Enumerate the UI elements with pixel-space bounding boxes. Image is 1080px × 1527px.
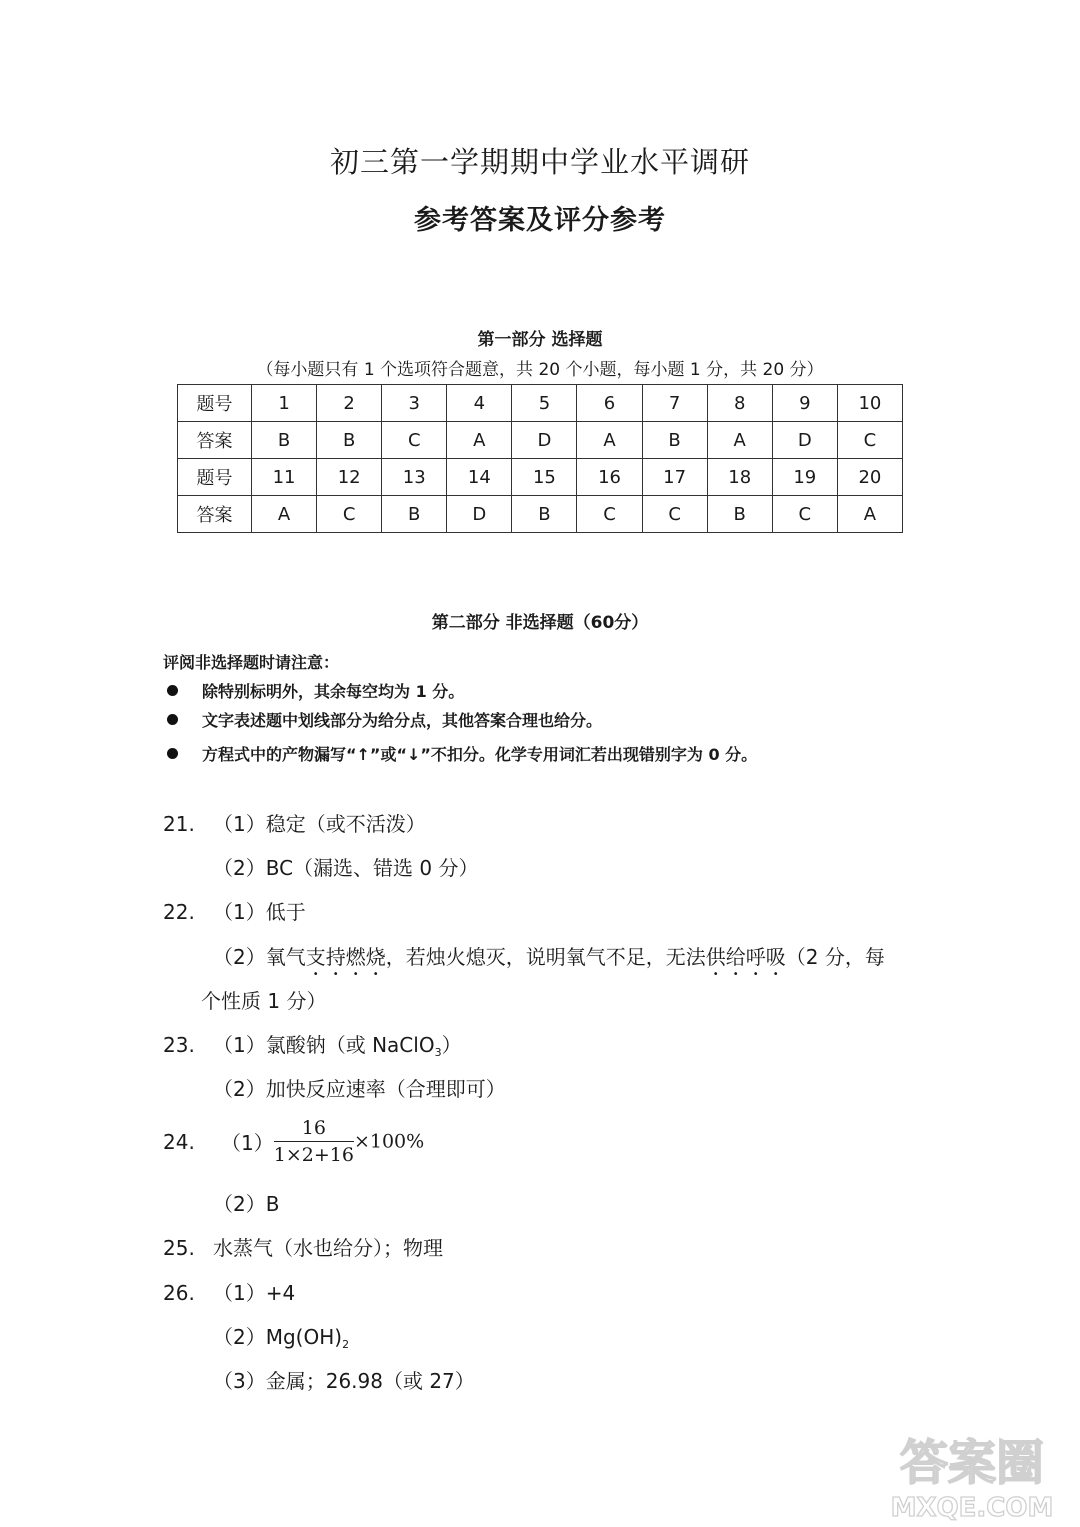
part2-title: 第二部分 非选择题（60分）: [431, 613, 649, 633]
bullet-icon: [167, 714, 178, 725]
table-cell: C: [317, 496, 382, 533]
answer-22-2: （2）氧气支持燃烧，若烛火熄灭，说明氧气不足，无法供给呼吸（2 分，每: [213, 945, 885, 969]
answer-21-1: 21. （1）稳定（或不活泼）: [163, 812, 426, 836]
table-cell: D: [772, 422, 837, 459]
table-cell: A: [252, 496, 317, 533]
row-header: 题号: [178, 459, 252, 496]
table-cell: 5: [512, 385, 577, 422]
table-cell: C: [382, 422, 447, 459]
table-cell: 19: [772, 459, 837, 496]
row-header: 答案: [178, 496, 252, 533]
table-cell: 17: [642, 459, 707, 496]
table-cell: 11: [252, 459, 317, 496]
answer-26-2: $(2)Mg(OH)_2$: [213, 1325, 350, 1351]
table-cell: 8: [707, 385, 772, 422]
table-cell: 12: [317, 459, 382, 496]
table-cell: 10: [837, 385, 902, 422]
fraction: $\frac{16}{1\times 2+16}$: [273, 1117, 354, 1166]
table-cell: 7: [642, 385, 707, 422]
watermark-logo: [880, 1424, 1070, 1522]
table-cell: C: [837, 422, 902, 459]
answer-table: [177, 384, 903, 533]
table-cell: A: [837, 496, 902, 533]
table-cell: B: [382, 496, 447, 533]
answer-24-2: （2）B: [213, 1192, 280, 1216]
table-cell: 3: [382, 385, 447, 422]
notice-item: 文字表述题中划线部分为给分点，其他答案合理也给分。: [163, 708, 602, 731]
table-cell: 14: [447, 459, 512, 496]
table-cell: 2: [317, 385, 382, 422]
answer-23-1: 23. （1）氯酸钠（或 NaClO$_3$）: [163, 1033, 462, 1059]
answer-22-1: 22. （1）低于: [163, 900, 306, 924]
page-subtitle: 参考答案及评分参考: [414, 205, 666, 236]
bullet-icon: [167, 748, 178, 759]
table-cell: 20: [837, 459, 902, 496]
row-header: 题号: [178, 385, 252, 422]
notice-title: 评阅非选择题时请注意：: [163, 653, 340, 672]
table-row: [178, 496, 903, 533]
table-cell: 13: [382, 459, 447, 496]
table-cell: 18: [707, 459, 772, 496]
part1-title: 第一部分 选择题: [477, 330, 603, 350]
answer-26-1: 26. （1）+4: [163, 1281, 296, 1305]
table-cell: A: [707, 422, 772, 459]
table-cell: D: [512, 422, 577, 459]
bullet-icon: [167, 685, 178, 696]
table-cell: A: [447, 422, 512, 459]
part1-note: （每小题只有 1 个选项符合题意，共 20 个小题，每小题 1 分，共 20 分）: [256, 360, 824, 380]
table-cell: 9: [772, 385, 837, 422]
table-cell: C: [577, 496, 642, 533]
table-cell: 1: [252, 385, 317, 422]
notice-item: 方程式中的产物漏写“↑”或“↓”不扣分。化学专用词汇若出现错别字为 0 分。: [163, 742, 757, 765]
table-row: [178, 422, 903, 459]
table-cell: B: [707, 496, 772, 533]
answer-25: 25. 水蒸气（水也给分）；物理: [163, 1236, 443, 1260]
answer-26-3: （3）金属；26.98（或 27）: [213, 1369, 475, 1393]
table-cell: 6: [577, 385, 642, 422]
watermark-logo-text: 答案圈: [899, 1435, 1045, 1491]
answer-24-1: 24. （1） $\frac{16}{1\times 2+16}$ ×100%: [163, 1117, 425, 1166]
answer-23-2: （2）加快反应速率（合理即可）: [213, 1077, 506, 1101]
table-row: [178, 459, 903, 496]
table-cell: 16: [577, 459, 642, 496]
table-cell: B: [317, 422, 382, 459]
table-cell: B: [252, 422, 317, 459]
notice-item: 除特别标明外，其余每空均为 1 分。: [163, 679, 464, 702]
row-header: 答案: [178, 422, 252, 459]
table-cell: D: [447, 496, 512, 533]
answer-21-2: （2）BC（漏选、错选 0 分）: [213, 856, 479, 880]
table-row: [178, 385, 903, 422]
table-cell: A: [577, 422, 642, 459]
table-cell: 15: [512, 459, 577, 496]
page-title: 初三第一学期期中学业水平调研: [329, 145, 750, 179]
table-cell: C: [772, 496, 837, 533]
answer-22-2-cont: 个性质 1 分）: [201, 989, 327, 1013]
table-cell: 4: [447, 385, 512, 422]
table-cell: C: [642, 496, 707, 533]
table-cell: B: [512, 496, 577, 533]
table-cell: B: [642, 422, 707, 459]
watermark-url: MXQE.COM: [890, 1493, 1054, 1522]
